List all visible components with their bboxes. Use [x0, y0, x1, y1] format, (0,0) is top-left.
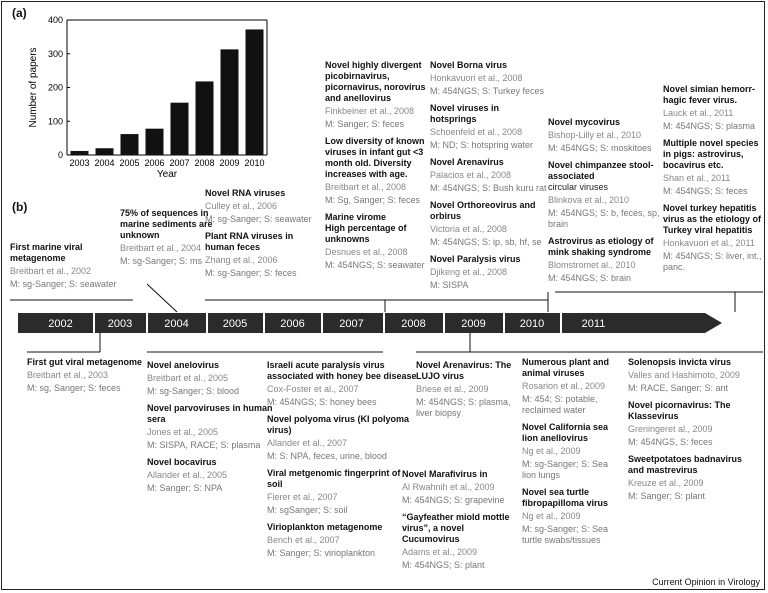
x-tick-label: 2006	[144, 158, 165, 168]
year-2007: 2007	[339, 318, 364, 330]
entry-title: Multiple novel species in pigs: astrovirus, bocavirus etc.	[663, 138, 759, 170]
entry-method: M: 454NGS; S: plasma	[663, 121, 756, 131]
entry-method: M: sg-Sanger; S: blood	[147, 386, 240, 396]
y-axis-label: Number of papers	[28, 47, 39, 128]
entry-author: Allander et al., 2005	[147, 470, 228, 480]
entry-author: Ng et al., 2009	[522, 511, 581, 521]
entry-title: Novel chimpanzee stool-associated	[548, 160, 654, 181]
top-entry-col-1	[10, 242, 135, 296]
entry-title: Novel anelovirus	[147, 360, 220, 370]
entry-method: M: SISPA, RACE; S: plasma	[147, 440, 261, 450]
top-entry	[430, 254, 548, 291]
entry-title: First marine viral metagenome	[10, 242, 83, 263]
x-axis-label: Year	[156, 169, 178, 180]
entry-method: M: 454NGS; S: Turkey feces	[430, 86, 545, 96]
bottom-entry-col-7	[628, 357, 758, 508]
entry-author: Djikeng et al., 2008	[430, 267, 508, 277]
top-entry	[430, 157, 548, 194]
entry-author: Ng et al., 2009	[522, 446, 581, 456]
top-entry	[325, 212, 443, 271]
entry-title: Low diversity of known viruses in infant gut <3 month old. Diversity increases with age.	[325, 136, 425, 179]
entry-title: Novel California sea lion anellovirus	[522, 422, 609, 443]
entry-title: Novel Orthoreovirus and orbirus	[430, 200, 536, 221]
entry-author: Zhang et al., 2006	[205, 255, 278, 265]
entry-title: Novel sea turtle fibropapilloma virus	[522, 487, 609, 508]
top-entry	[663, 203, 763, 273]
entry-method: M: sg-Sanger; S: Sea turtle swabs/tissues	[522, 524, 609, 545]
entry-author: Breitbart et al., 2004	[120, 243, 202, 253]
entry-author: Rosarion et al., 2009	[522, 381, 606, 391]
entry-method: M: Sanger; S: plant	[628, 491, 706, 501]
bottom-entry	[267, 414, 417, 462]
entry-author: Shan et al., 2011	[663, 173, 731, 183]
entry-method: M: Sanger; S: NPA	[147, 483, 223, 493]
entry-title: Novel turkey hepatitis virus as the etiology of Turkey viral hepatitis	[663, 203, 762, 235]
entry-author: Breitbart et al., 2003	[27, 370, 109, 380]
entry-author: Kreuze et al., 2009	[628, 478, 704, 488]
entry-author: Fierer et al., 2007	[267, 492, 338, 502]
entry-title: Novel Marafivirus in	[402, 469, 488, 479]
top-entry	[663, 84, 763, 132]
entry-author: Honkavuori et al., 2011	[663, 238, 755, 248]
bottom-entry	[416, 360, 516, 419]
y-tick-label: 200	[47, 82, 63, 93]
entry-method: M: sgSanger; S: soil	[267, 505, 348, 515]
entry-title: “Gayfeather miold mottle virus”, a novel Cucumovirus	[402, 512, 510, 544]
entry-title: Novel simian hemorr-hagic fever virus.	[663, 84, 756, 105]
entry-title: 75% of sequences in marine sediments are unknown	[120, 208, 213, 240]
bottom-entry-col-6	[522, 357, 622, 552]
entry-method: M: 454NGS; S: ip, sb, hf, se	[430, 237, 542, 247]
entry-author: Honkavuori et al., 2008	[430, 73, 523, 83]
entry-subtitle: High percentage of unknowns	[325, 223, 407, 244]
entry-author: Bishop-Lilly et al., 2010	[548, 130, 642, 140]
bottom-entry	[267, 360, 417, 408]
entry-method: M: sg-Sanger; S: seawater	[205, 214, 312, 224]
top-entry-col-5	[430, 60, 548, 297]
x-tick-label: 2010	[244, 158, 265, 168]
year-2010: 2010	[519, 318, 545, 330]
top-entry	[325, 60, 443, 130]
bottom-entry	[27, 357, 167, 394]
entry-method: M: sg-Sanger; S: Sea lion lungs	[522, 459, 609, 480]
entry-title: Numerous plant and animal viruses	[522, 357, 610, 378]
bottom-entry	[628, 454, 758, 502]
bottom-entry-col-1	[27, 357, 167, 400]
entry-title: Novel Arenavirus: The LUJO virus	[416, 360, 512, 381]
entry-method: M: Sg, Sanger; S: feces	[325, 195, 421, 205]
entry-method: M: 454NGS; S: b, feces, sp, brain	[548, 208, 660, 229]
entry-method: M: sg, Sanger; S: feces	[27, 383, 121, 393]
bottom-entry	[267, 522, 417, 559]
bottom-entry	[147, 360, 287, 397]
bottom-entry	[402, 469, 517, 506]
year-2004: 2004	[164, 318, 189, 330]
bottom-entry-col-5	[402, 469, 517, 577]
entry-author: Schoenfeld et al., 2008	[430, 127, 523, 137]
entry-author: Adams et al., 2009	[402, 547, 478, 557]
entry-method: M: 454NGS; S: plasma, liver biopsy	[416, 397, 511, 418]
entry-title: Virioplankton metagenome	[267, 522, 383, 532]
year-2006: 2006	[280, 318, 305, 330]
x-tick-label: 2003	[69, 158, 90, 168]
entry-author: Briese et al., 2009	[416, 384, 489, 394]
top-entry	[430, 60, 548, 97]
entry-method: M: S: NPA, feces, urine, blood	[267, 451, 387, 461]
top-entry	[663, 138, 763, 197]
year-2003: 2003	[107, 318, 133, 330]
entry-title: First gut viral metagenome	[27, 357, 143, 367]
x-tick-label: 2005	[119, 158, 140, 168]
bottom-entry-col-2	[147, 360, 287, 500]
entry-method: M: sg-Sanger; S: feces	[205, 268, 297, 278]
entry-author: Al Rwahnih et al., 2009	[402, 482, 495, 492]
year-2005: 2005	[222, 318, 248, 330]
y-tick-label: 400	[47, 15, 63, 25]
entry-author: Lauck et al., 2011	[663, 108, 734, 118]
entry-title: Novel picornavirus: The Klassevirus	[628, 400, 731, 421]
entry-author: Breitbart et al., 2005	[147, 373, 229, 383]
top-entry	[205, 231, 325, 279]
entry-author: Jones et al., 2005	[147, 427, 219, 437]
top-entry-col-7	[663, 84, 763, 279]
entry-method: M: 454NGS; S: seawater	[325, 260, 425, 270]
bottom-entry	[147, 403, 287, 451]
entry-author: Palacios et al., 2008	[430, 170, 512, 180]
entry-subtitle: circular viruses	[548, 182, 609, 192]
entry-title: Novel bocavirus	[147, 457, 217, 467]
bottom-entry	[267, 468, 417, 516]
entry-title: Sweetpotatoes badnavirus and mastrevirus	[628, 454, 743, 475]
entry-method: M: Sanger; S: feces	[325, 119, 405, 129]
y-tick-label: 300	[47, 48, 63, 59]
entry-title: Novel polyoma virus (KI polyoma virus)	[267, 414, 410, 435]
entry-author: Victoria et al., 2008	[430, 224, 507, 234]
entry-author: Allander et al., 2007	[267, 438, 348, 448]
bottom-entry-col-3	[267, 360, 417, 565]
entry-title: Novel highly divergent picobirnavirus, picornavirus, norovirus and anellovirus	[325, 60, 426, 103]
year-2011: 2011	[581, 318, 606, 330]
entry-method: M: 454NGS; S: plant	[402, 560, 485, 570]
entry-method: M: 454NGS; S: feces	[663, 186, 748, 196]
entry-method: M: 454NGS; S: liver, int., panc.	[663, 251, 762, 272]
y-tick-label: 0	[57, 150, 63, 160]
entry-author: Culley et al., 2006	[205, 201, 278, 211]
entry-title: Solenopsis invicta virus	[628, 357, 732, 367]
entry-method: M: ND; S: hotspring water	[430, 140, 534, 150]
bottom-entry	[522, 422, 622, 481]
top-entry-col-6	[548, 117, 660, 290]
entry-method: M: SISPA	[430, 280, 469, 290]
journal-caption: Current Opinion in Virology	[652, 577, 760, 587]
bottom-entry	[147, 457, 287, 494]
entry-method: M: 454NGS; S: Bush kuru rat	[430, 183, 547, 193]
entry-author: Finkbeiner et al., 2008	[325, 106, 415, 116]
entry-method: M: 454NGS; S: grapevine	[402, 495, 505, 505]
entry-method: M: 454NGS; S: moskitoes	[548, 143, 652, 153]
entry-title: Novel mycovirus	[548, 117, 621, 127]
entry-method: M: 454NGS; S: brain	[548, 273, 632, 283]
top-entry	[325, 136, 443, 206]
entry-title: Novel Paralysis virus	[430, 254, 521, 264]
entry-author: Cox-Foster et al., 2007	[267, 384, 359, 394]
bottom-entry	[402, 512, 517, 571]
entry-title: Novel parvoviruses in human sera	[147, 403, 273, 424]
top-entry	[205, 188, 325, 225]
entry-author: Greningeret al., 2009	[628, 424, 713, 434]
entry-method: M: 454; S: potable, reclaimed water	[522, 394, 598, 415]
top-entry	[548, 160, 660, 230]
callout-2004	[147, 284, 177, 312]
year-2002: 2002	[48, 318, 73, 330]
entry-title: Marine virome	[325, 212, 387, 222]
entry-author: Bench et al., 2007	[267, 535, 340, 545]
entry-method: M: sg-Sanger; S: seawater	[10, 279, 117, 289]
bottom-entry-col-4	[416, 360, 516, 425]
entry-method: M: 454NGS; S: honey bees	[267, 397, 377, 407]
entry-title: Novel Arenavirus	[430, 157, 504, 167]
panel-a-label: (a)	[12, 6, 27, 20]
entry-title: Novel viruses in hotsprings	[430, 103, 500, 124]
year-2009: 2009	[461, 318, 486, 330]
entry-title: Novel RNA viruses	[205, 188, 286, 198]
entry-author: Valles and Hashimoto, 2009	[628, 370, 740, 380]
x-tick-label: 2009	[219, 158, 240, 168]
top-entry	[430, 103, 548, 151]
entry-method: M: 454NGS, S: feces	[628, 437, 713, 447]
x-tick-label: 2007	[169, 158, 190, 168]
entry-author: Blomstromet al., 2010	[548, 260, 636, 270]
bottom-entry	[628, 400, 758, 448]
bottom-entry	[522, 487, 622, 546]
entry-author: Blinkova et al., 2010	[548, 195, 630, 205]
entry-title: Plant RNA viruses in human feces	[205, 231, 294, 252]
top-entry	[548, 117, 660, 154]
entry-method: M: Sanger; S: virioplankton	[267, 548, 376, 558]
entry-author: Desnues et al., 2008	[325, 247, 408, 257]
top-entry-col-3	[205, 188, 325, 285]
year-2008: 2008	[401, 318, 426, 330]
bottom-entry	[628, 357, 758, 394]
top-entry	[430, 200, 548, 248]
y-tick-label: 100	[47, 116, 63, 127]
entry-author: Breitbart et al., 2002	[10, 266, 92, 276]
top-entry	[548, 236, 660, 284]
top-entry	[10, 242, 135, 290]
x-tick-label: 2004	[94, 158, 115, 168]
entry-method: M: sg-Sanger; S: ms	[120, 256, 203, 266]
entry-title: Israeli acute paralysis virus associated with honey bee disease	[267, 360, 417, 381]
bottom-entry	[522, 357, 622, 416]
entry-author: Breitbart et al., 2008	[325, 182, 407, 192]
entry-method: M: RACE, Sanger; S: ant	[628, 383, 729, 393]
entry-title: Novel Borna virus	[430, 60, 508, 70]
x-tick-label: 2008	[194, 158, 215, 168]
panel-b-label: (b)	[12, 200, 28, 214]
top-entry-col-4	[325, 60, 443, 277]
entry-title: Astrovirus as etiology of mink shaking syndrome	[548, 236, 654, 257]
entry-title: Viral metgenomic fingerprint of soil	[267, 468, 401, 489]
